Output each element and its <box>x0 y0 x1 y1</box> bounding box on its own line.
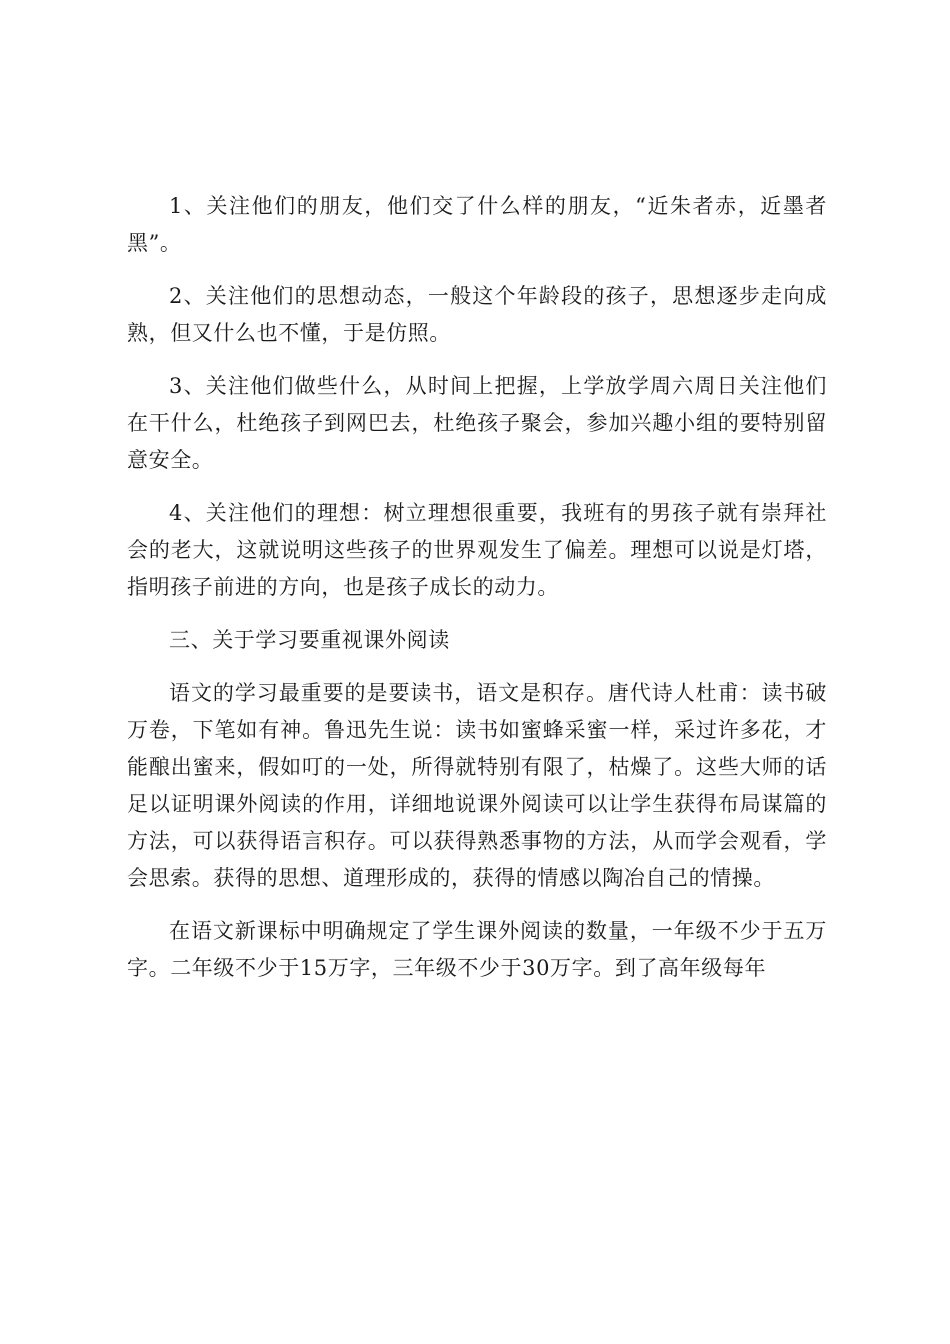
document-body <box>127 188 827 1003</box>
paragraph-reading-importance: 语文的学习最重要的是要读书，语文是积存。唐代诗人杜甫：读书破万卷，下笔如有神。鲁迅先生说：读书如蜜蜂采蜜一样，采过许多花，才能酿出蜜来，假如叮的一处，所得就特别有限了，枯燥了。这些大师的话足以证明课外阅读的作用，详细地说课外阅读可以让学生获得布局谋篇的方法，可以获得语言积存。可以获得熟悉事物的方法，从而学会观看，学会思索。获得的思想、道理形成的，获得的情感以陶冶自己的情操。 <box>127 681 827 890</box>
paragraph-curriculum-standard: 在语文新课标中明确规定了学生课外阅读的数量，一年级不少于五万字。二年级不少于15万字，三年级不少于30万字。到了高年级每年 <box>127 919 827 980</box>
paragraph-item-1: 1、关注他们的朋友，他们交了什么样的朋友，“近朱者赤，近墨者黑”。 <box>127 194 827 255</box>
paragraph-item-4: 4、关注他们的理想：树立理想很重要，我班有的男孩子就有崇拜社会的老大，这就说明这些孩子的世界观发生了偏差。理想可以说是灯塔，指明孩子前进的方向，也是孩子成长的动力。 <box>127 501 827 599</box>
paragraph-item-2: 2、关注他们的思想动态，一般这个年龄段的孩子，思想逐步走向成熟，但又什么也不懂，于是仿照。 <box>127 284 827 345</box>
paragraph-item-3: 3、关注他们做些什么，从时间上把握，上学放学周六周日关注他们在干什么，杜绝孩子到网巴去，杜绝孩子聚会，参加兴趣小组的要特别留意安全。 <box>127 374 827 472</box>
section-heading: 三、关于学习要重视课外阅读 <box>169 628 450 652</box>
